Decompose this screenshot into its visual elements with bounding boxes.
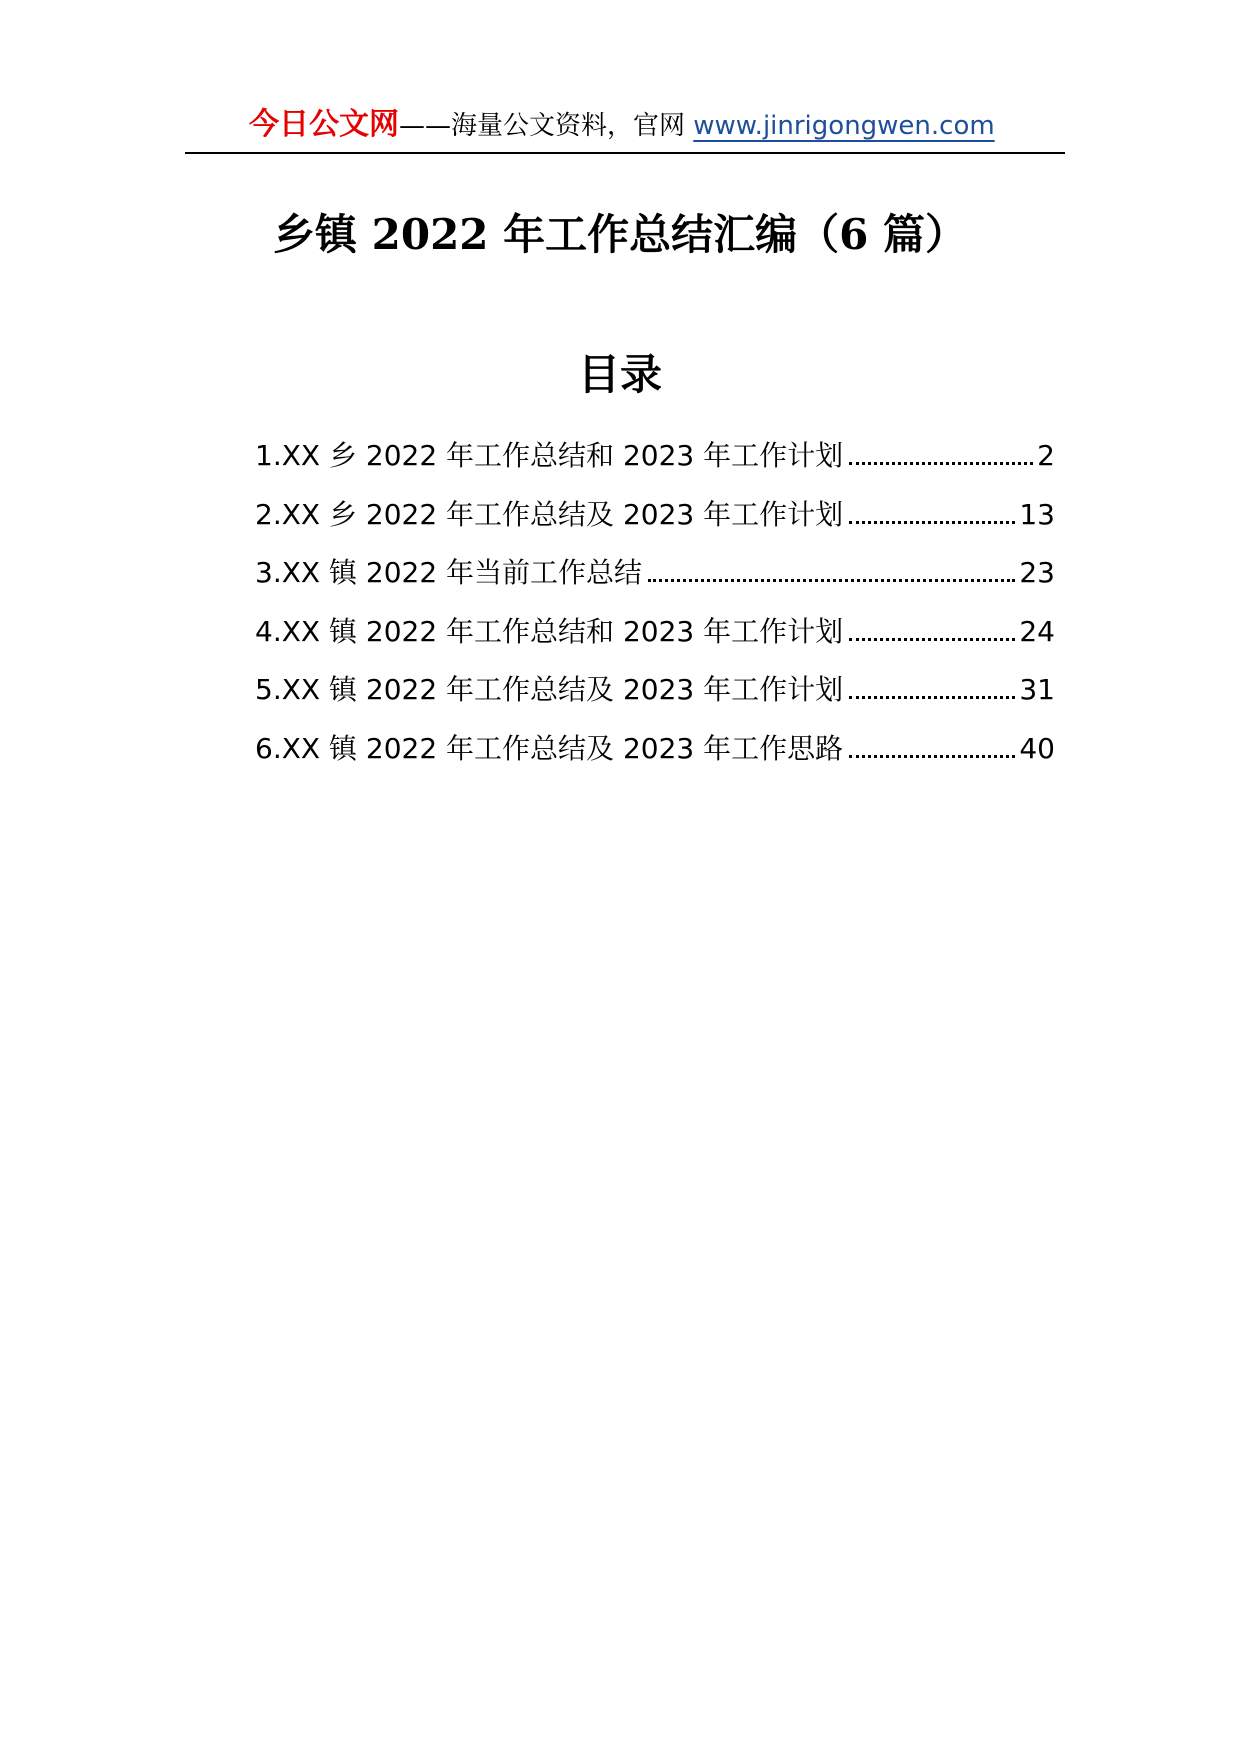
toc-item-text: 4.XX 镇 2022 年工作总结和 2023 年工作计划 bbox=[255, 614, 844, 648]
toc-page-number: 40 bbox=[1019, 731, 1055, 765]
toc-item-3[interactable] bbox=[255, 553, 1055, 612]
toc-dot-leader bbox=[849, 696, 1015, 699]
toc-dot-leader bbox=[849, 462, 1033, 465]
toc-dot-leader bbox=[648, 579, 1015, 582]
brand-name: 今日公文网 bbox=[249, 107, 399, 142]
header-line bbox=[249, 108, 995, 143]
toc-item-2[interactable] bbox=[255, 495, 1055, 554]
toc-dot-leader bbox=[849, 755, 1015, 758]
toc-page-number: 13 bbox=[1019, 497, 1055, 531]
toc-item-text: 5.XX 镇 2022 年工作总结及 2023 年工作计划 bbox=[255, 673, 844, 706]
header-tagline: ——海量公文资料，官网 bbox=[399, 111, 694, 141]
toc-page-number: 24 bbox=[1019, 614, 1055, 648]
toc-item-text: 3.XX 镇 2022 年当前工作总结 bbox=[255, 556, 643, 589]
toc-dot-leader bbox=[849, 521, 1015, 524]
document-title: 乡镇 2022 年工作总结汇编（6 篇） bbox=[273, 210, 967, 259]
toc-item-text: 2.XX 乡 2022 年工作总结及 2023 年工作计划 bbox=[255, 497, 844, 531]
toc-dot-leader bbox=[849, 638, 1015, 641]
toc-page-number: 23 bbox=[1019, 556, 1055, 589]
toc-heading: 目录 bbox=[577, 350, 662, 399]
toc-item-6[interactable] bbox=[255, 729, 1055, 788]
toc-item-5[interactable] bbox=[255, 670, 1055, 729]
toc-item-text: 1.XX 乡 2022 年工作总结和 2023 年工作计划 bbox=[255, 439, 844, 472]
toc-page-number: 2 bbox=[1037, 439, 1055, 472]
table-of-contents bbox=[255, 436, 1055, 787]
toc-item-4[interactable] bbox=[255, 612, 1055, 671]
toc-page-number: 31 bbox=[1019, 673, 1055, 706]
page-header bbox=[185, 100, 1065, 154]
toc-item-1[interactable] bbox=[255, 436, 1055, 495]
website-link[interactable]: www.jinrigongwen.com bbox=[693, 111, 995, 141]
toc-item-text: 6.XX 镇 2022 年工作总结及 2023 年工作思路 bbox=[255, 731, 844, 765]
